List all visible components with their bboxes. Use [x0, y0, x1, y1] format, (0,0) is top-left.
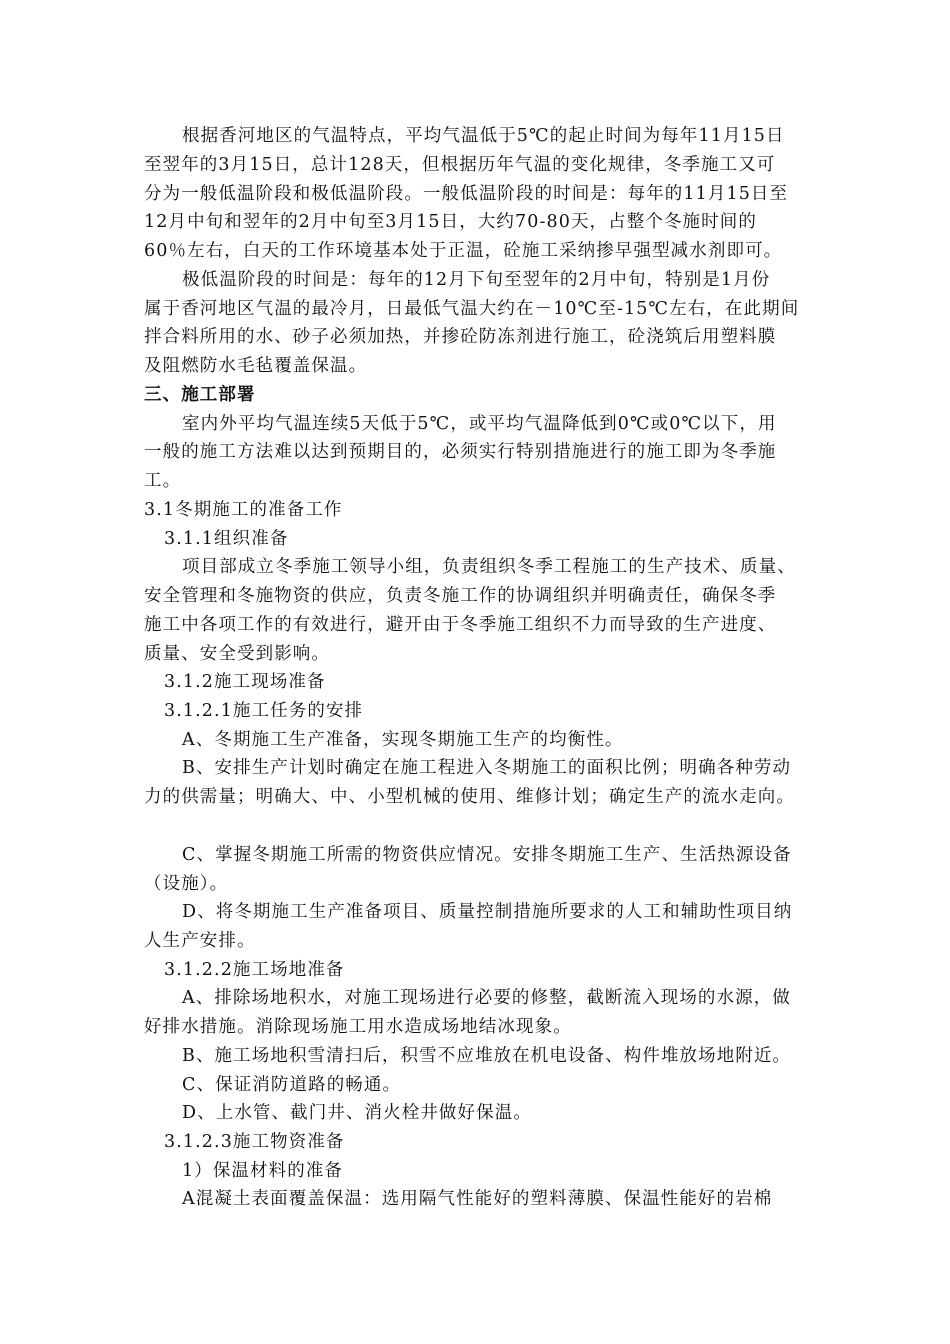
paragraph-line: 安全管理和冬施物资的供应，负责冬施工作的协调组织并明确责任，确保冬季 [144, 586, 777, 606]
paragraph-line: 施工中各项工作的有效进行，避开由于冬季施工组织不力而导致的生产进度、 [144, 615, 777, 635]
list-item: C、保证消防道路的畅通。 [182, 1075, 402, 1095]
section-heading: 三、施工部署 [144, 385, 256, 405]
paragraph-line: 质量、安全受到影响。 [144, 644, 330, 664]
list-item: A、排除场地积水，对施工现场进行必要的修整，截断流入现场的水源，做 [182, 988, 791, 1008]
subsection-heading: 3.1.2.2施工场地准备 [164, 960, 345, 980]
paragraph-line: 室内外平均气温连续5天低于5℃，或平均气温降低到0℃或0℃以下，用 [182, 414, 777, 434]
list-item: A、冬期施工生产准备，实现冬期施工生产的均衡性。 [182, 730, 624, 750]
list-item: 1）保温材料的准备 [182, 1161, 344, 1181]
subsection-heading: 3.1.2施工现场准备 [164, 672, 326, 692]
paragraph-line: A混凝土表面覆盖保温：选用隔气性能好的塑料薄膜、保温性能好的岩棉 [182, 1189, 773, 1209]
paragraph-line: 属于香河地区气温的最冷月，日最低气温大约在－10℃至-15℃左右，在此期间 [144, 299, 800, 319]
list-item: B、施工场地积雪清扫后，积雪不应堆放在机电设备、构件堆放场地附近。 [182, 1046, 792, 1066]
paragraph-line: 一般的施工方法难以达到预期目的，必须实行特别措施进行的施工即为冬季施 [144, 442, 777, 462]
paragraph-line: 好排水措施。消除现场施工用水造成场地结冰现象。 [144, 1017, 572, 1037]
paragraph-line: 极低温阶段的时间是：每年的12月下旬至翌年的2月中旬，特别是1月份 [182, 270, 771, 290]
paragraph-line: 及阻燃防水毛毡覆盖保温。 [144, 356, 368, 376]
list-item: D、上水管、截门井、消火栓井做好保温。 [182, 1103, 532, 1123]
paragraph-line: 至翌年的3月15日，总计128天，但根据历年气温的变化规律，冬季施工又可 [144, 155, 776, 175]
paragraph-line: 拌合料所用的水、砂子必须加热，并掺砼防冻剂进行施工，砼浇筑后用塑料膜 [144, 327, 777, 347]
paragraph-line: 60％左右，白天的工作环境基本处于正温，砼施工采纳掺早强型减水剂即可。 [144, 241, 783, 261]
subsection-heading: 3.1.2.3施工物资准备 [164, 1132, 345, 1152]
list-item: B、安排生产计划时确定在施工程进入冬期施工的面积比例；明确各种劳动 [182, 758, 792, 778]
paragraph-line: 12月中旬和翌年的2月中旬至3月15日，大约70-80天，占整个冬施时间的 [144, 212, 757, 232]
paragraph-line: （设施）。 [144, 874, 229, 894]
list-item: D、将冬期施工生产准备项目、质量控制措施所要求的人工和辅助性项目纳 [182, 902, 793, 922]
subsection-heading: 3.1.1组织准备 [164, 529, 289, 549]
paragraph-line: 项目部成立冬季施工领导小组，负责组织冬季工程施工的生产技术、质量、 [182, 557, 796, 577]
paragraph-line: 分为一般低温阶段和极低温阶段。一般低温阶段的时间是：每年的11月15日至 [144, 184, 789, 204]
paragraph-line: 工。 [144, 471, 182, 491]
paragraph-line: 人生产安排。 [144, 931, 256, 951]
subsection-heading: 3.1.2.1施工任务的安排 [164, 701, 364, 721]
list-item: C、掌握冬期施工所需的物资供应情况。安排冬期施工生产、生活热源设备 [182, 845, 792, 865]
paragraph-line: 力的供需量；明确大、中、小型机械的使用、维修计划；确定生产的流水走向。 [144, 787, 795, 807]
paragraph-line: 根据香河地区的气温特点，平均气温低于5℃的起止时间为每年11月15日 [182, 126, 785, 146]
subsection-heading: 3.1冬期施工的准备工作 [144, 500, 343, 520]
